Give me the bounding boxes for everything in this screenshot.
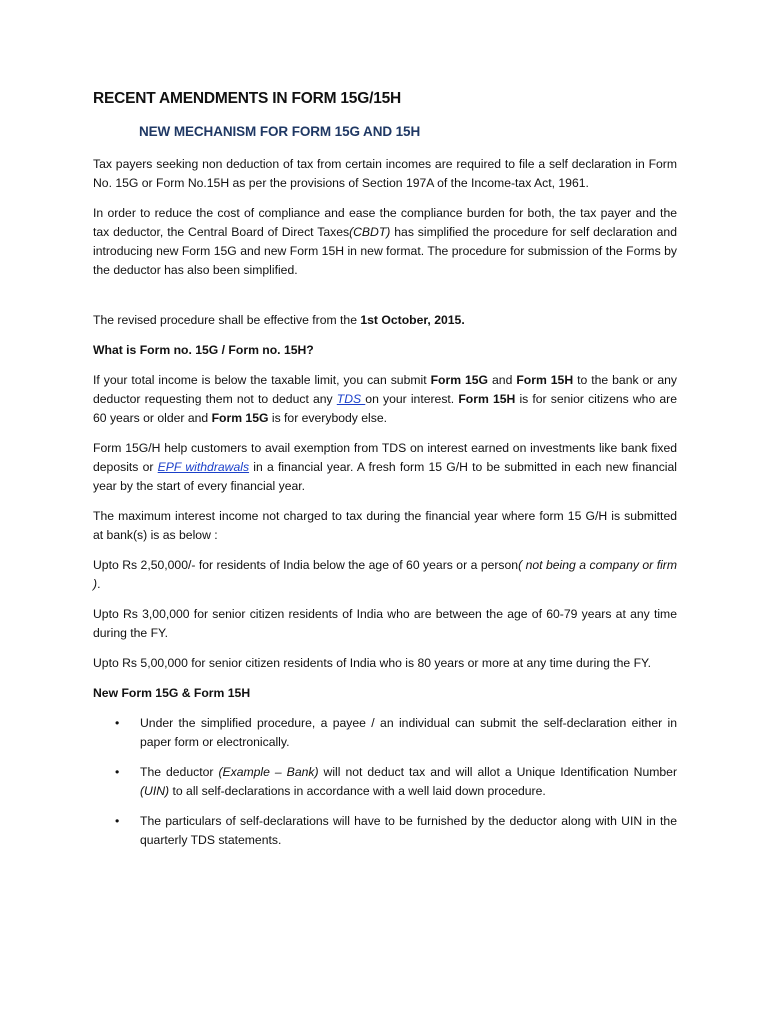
section-heading-new-forms: New Form 15G & Form 15H [93, 686, 251, 700]
text-run: to all self-declarations in accordance with a well laid down procedure. [169, 784, 546, 798]
text-run: If your total income is below the taxable limit, you can submit [93, 373, 431, 387]
paragraph-intro: Tax payers seeking non deduction of tax from certain incomes are required to file a self declaration in Form No. 15G or Form No.15H as per the provisions of Section 197A of the Income-tax Act, 1961. [93, 157, 677, 190]
text-run: The deductor [140, 765, 219, 779]
paragraph-limit-80-plus: Upto Rs 5,00,000 for senior citizen residents of India who is 80 years or more at any time during the FY. [93, 656, 651, 670]
paragraph-exemption [93, 439, 677, 496]
epf-withdrawals-link[interactable]: EPF withdrawals [157, 460, 250, 474]
text-run-bold: Form 15G [211, 411, 269, 425]
text-run: In order to reduce the cost of compliance and ease the compliance burden for both, the tax payer and the tax deductor, the Central Board of Direct Taxes [93, 206, 677, 239]
text-run-bold: Form 15H [458, 392, 516, 406]
document-subtitle: NEW MECHANISM FOR FORM 15G AND 15H [139, 124, 421, 139]
text-run: and [488, 373, 517, 387]
section-heading-what-is: What is Form no. 15G / Form no. 15H? [93, 343, 314, 357]
text-run: Form 15G/H help customers to avail exemption from TDS on interest earned on investments like bank fixed deposits or [93, 441, 677, 474]
bullet-list [93, 714, 677, 850]
paragraph-form-purpose [93, 371, 677, 428]
list-item [93, 763, 677, 801]
text-run: to the bank or any deductor requesting them not to deduct any [93, 373, 677, 406]
text-run-italic: ( not being a company or firm ) [93, 558, 677, 591]
document-body [93, 155, 677, 861]
text-run: Upto Rs 2,50,000/- for residents of India below the age of 60 years or a person [93, 558, 519, 572]
list-item [93, 714, 677, 752]
text-run-italic: (UIN) [140, 784, 170, 798]
paragraph-limit-60-79: Upto Rs 3,00,000 for senior citizen residents of India who are between the age of 60-79 years at any time during the FY. [93, 607, 677, 640]
paragraph-effective-date [93, 311, 677, 330]
document-title: RECENT AMENDMENTS IN FORM 15G/15H [93, 90, 402, 107]
text-run: . [97, 577, 101, 591]
text-run: The revised procedure shall be effective from the [93, 313, 361, 327]
list-item [93, 812, 677, 850]
text-run: is for senior citizens who are 60 years or older and [93, 392, 677, 425]
bullet-icon: • [115, 814, 120, 828]
text-run: is for everybody else. [268, 411, 388, 425]
effective-date: 1st October, 2015. [360, 313, 465, 327]
bullet-icon: • [115, 716, 120, 730]
paragraph-limit-below-60 [93, 556, 677, 594]
text-run-bold: Form 15G [430, 373, 489, 387]
paragraph-max-income: The maximum interest income not charged to tax during the financial year where form 15 G/H is submitted at bank(s) is as below : [93, 509, 677, 542]
text-run-italic: (Example – Bank) [218, 765, 319, 779]
text-run: has simplified the procedure for self declaration and introducing new Form 15G and new Form 15H in new format. The procedure for submission of the Forms by the deductor has also been simplified. [93, 225, 677, 277]
text-run-italic: (CBDT) [349, 225, 391, 239]
text-run: on your interest. [365, 392, 459, 406]
text-run: will not deduct tax and will allot a Unique Identification Number [318, 765, 678, 779]
tds-link[interactable]: TDS [336, 392, 366, 406]
paragraph-cbdt [93, 204, 677, 280]
text-run: in a financial year. A fresh form 15 G/H to be submitted in each new financial year by the start of every financial year. [93, 460, 677, 493]
text-run: The particulars of self-declarations will have to be furnished by the deductor along with UIN in the quarterly TDS statements. [140, 814, 677, 847]
text-run-bold: Form 15H [516, 373, 574, 387]
bullet-icon: • [115, 765, 120, 779]
text-run: Under the simplified procedure, a payee / an individual can submit the self-declaration either in paper form or electronically. [140, 716, 677, 749]
